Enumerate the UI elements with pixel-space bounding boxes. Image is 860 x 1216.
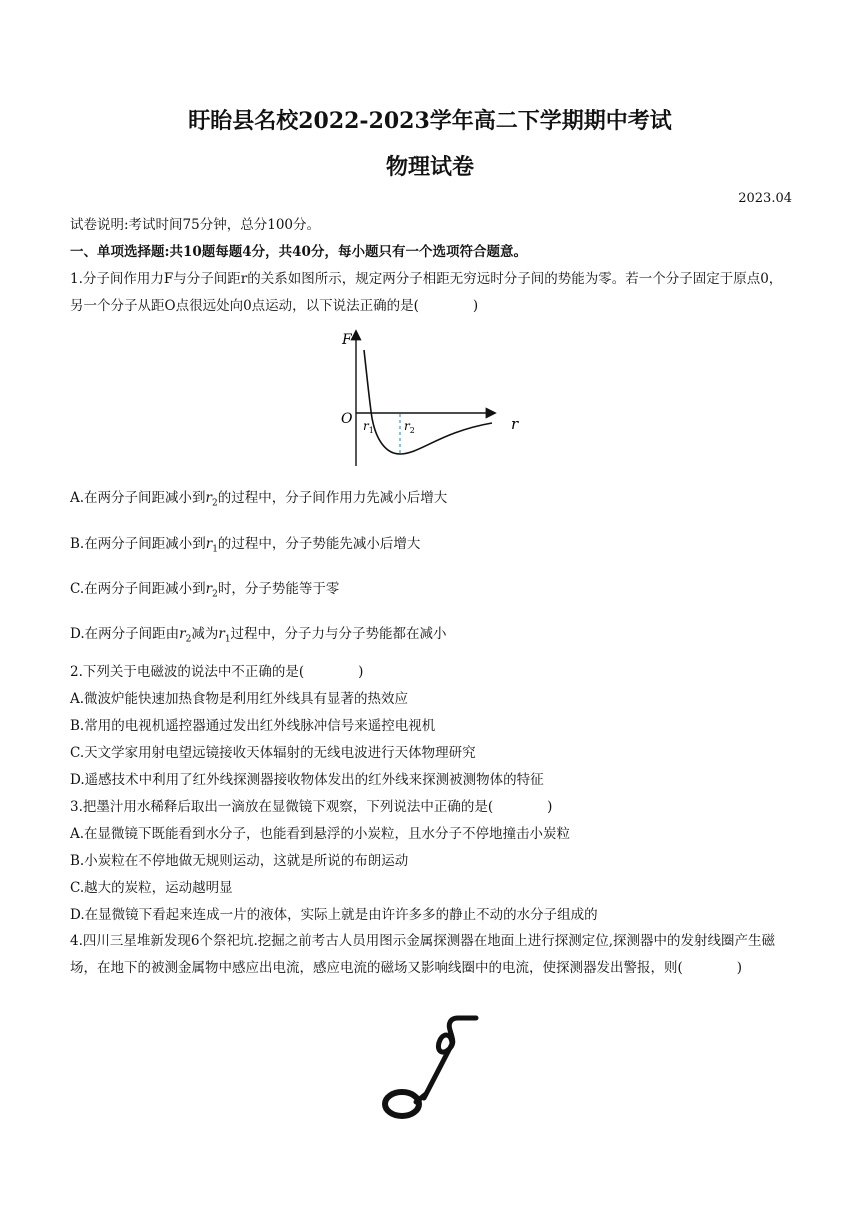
q1-option-a: A.在两分子间距减小到$r_2$的过程中，分子间作用力先减小后增大 bbox=[70, 490, 448, 509]
r2-label: $r_2$ bbox=[404, 419, 415, 435]
q2-option-c: C.天文学家用射电望远镜接收天体辐射的无线电波进行天体物理研究 bbox=[70, 745, 476, 761]
exam-date: 2023.04 bbox=[738, 191, 792, 206]
q2-option-b: B.常用的电视机遥控器通过发出红外线脉冲信号来遥控电视机 bbox=[70, 718, 436, 734]
q1-option-b: B.在两分子间距减小到$r_1$的过程中，分子势能先减小后增大 bbox=[70, 536, 421, 555]
q3-option-c: C.越大的炭粒，运动越明显 bbox=[70, 880, 233, 896]
q2-option-d: D.遥感技术中利用了红外线探测器接收物体发出的红外线来探测被测物体的特征 bbox=[70, 772, 544, 788]
origin-label: O bbox=[341, 411, 353, 427]
force-curve bbox=[364, 350, 492, 454]
q3-option-a: A.在显微镜下既能看到水分子，也能看到悬浮的小炭粒，且水分子不停地撞击小炭粒 bbox=[70, 826, 571, 842]
r1-label: $r_1$ bbox=[363, 419, 374, 435]
r-axis-label: r bbox=[511, 415, 519, 433]
q1-option-c: C.在两分子间距减小到$r_2$时，分子势能等于零 bbox=[70, 581, 340, 600]
page-subtitle: 物理试卷 bbox=[385, 154, 474, 180]
q3-option-b: B.小炭粒在不停地做无规则运动，这就是所说的布朗运动 bbox=[70, 853, 409, 869]
q1-option-d: D.在两分子间距由$r_2$减为$r_1$过程中，分子力与分子势能都在减小 bbox=[70, 626, 447, 645]
page-title: 盱眙县名校2022-2023学年高二下学期期中考试 bbox=[188, 108, 672, 134]
question-2-stem: 2.下列关于电磁波的说法中不正确的是( ) bbox=[70, 664, 364, 680]
instructions: 试卷说明:考试时间75分钟，总分100分。 bbox=[70, 217, 320, 233]
metal-detector-figure bbox=[378, 1010, 488, 1125]
section-heading: 一、单项选择题:共10题每题4分，共40分，每小题只有一个选项符合题意。 bbox=[70, 244, 527, 260]
detector-coil bbox=[385, 1092, 419, 1116]
q2-option-a: A.微波炉能快速加热食物是利用红外线具有显著的热效应 bbox=[70, 691, 409, 707]
q3-option-d: D.在显微镜下看起来连成一片的液体，实际上就是由许许多多的静止不动的水分子组成的 bbox=[70, 907, 598, 923]
force-distance-graph bbox=[330, 326, 530, 471]
detector-handle bbox=[424, 1018, 476, 1098]
f-axis-label: F bbox=[342, 332, 352, 348]
question-3-stem: 3.把墨汁用水稀释后取出一滴放在显微镜下观察，下列说法中正确的是( ) bbox=[70, 799, 553, 815]
question-1-stem: 1.分子间作用力F与分子间距r的关系如图所示，规定两分子相距无穷远时分子间的势能为零。若一个分子固定于原点0，另一个分子从距O点很远处向0点运动，以下说法正确的是( ) bbox=[70, 271, 783, 314]
question-4-stem: 4.四川三星堆新发现6个祭祀坑.挖掘之前考古人员用图示金属探测器在地面上进行探测定位,探测器中的发射线圈产生磁场，在地下的被测金属物中感应出电流，感应电流的磁场又影响线圈中的电流，使探测器发出警报，则( ) bbox=[70, 933, 776, 976]
